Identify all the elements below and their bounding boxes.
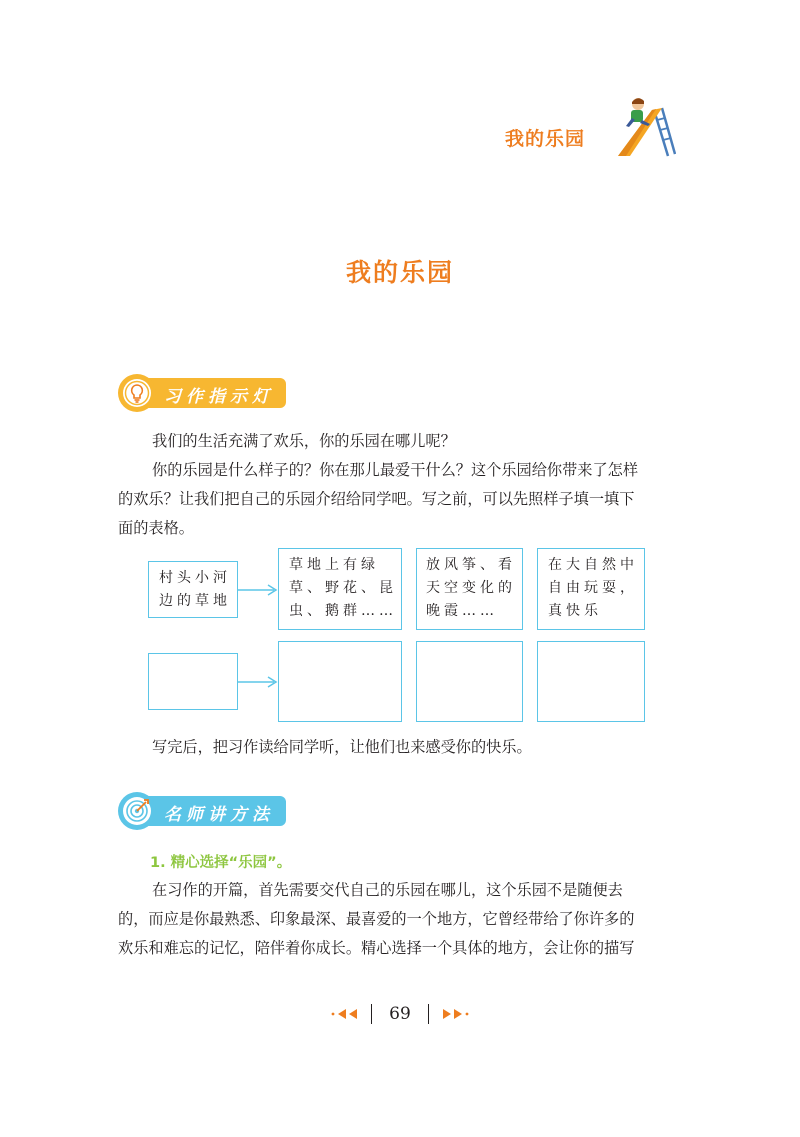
box-text-line: 真快乐 [548, 603, 602, 619]
page-number: 69 [389, 1004, 411, 1024]
box-text-line: 村头小河 [159, 570, 231, 586]
paragraph-after-writing: 写完后，把习作读给同学听，让他们也来感受你的快乐。 [152, 738, 532, 756]
header-title: 我的乐园 [505, 128, 586, 150]
box-text-line: 虫、鹅群…… [289, 603, 397, 619]
method-subhead: 1. 精心选择“乐园”。 [150, 855, 292, 871]
example-box-looks [278, 548, 402, 630]
footer-divider [428, 1004, 429, 1024]
example-box-feeling [537, 548, 645, 630]
blank-box-feeling[interactable] [537, 641, 645, 722]
page-footer [0, 1002, 800, 1026]
footer-divider [371, 1004, 372, 1024]
box-text-line: 晚霞…… [426, 603, 498, 619]
paragraph-prompt-line-2: 的欢乐？让我们把自己的乐园介绍给同学吧。写之前，可以先照样子填一填下 [118, 490, 635, 508]
section-banner-tips [118, 374, 288, 412]
box-text-line: 在大自然中 [548, 557, 638, 573]
prev-arrows-icon [330, 1008, 364, 1020]
slide-illustration [604, 96, 676, 158]
lightbulb-icon [118, 374, 156, 412]
page-title: 我的乐园 [345, 258, 454, 287]
method-text-line-3: 欢乐和难忘的记忆，陪伴着你成长。精心选择一个具体的地方，会让你的描写 [118, 939, 635, 957]
target-icon [118, 792, 156, 830]
banner-label: 名师讲方法 [164, 805, 274, 825]
example-box-place [148, 561, 238, 618]
banner-label: 习作指示灯 [164, 387, 274, 407]
example-box-activity [416, 548, 523, 630]
next-arrows-icon [436, 1008, 470, 1020]
box-text-line: 自由玩耍， [548, 580, 638, 596]
arrow-icon [238, 675, 278, 689]
method-text-line-2: 的，而应是你最熟悉、印象最深、最喜爱的一个地方，它曾经带给了你许多的 [118, 910, 635, 928]
paragraph-prompt-line-3: 面的表格。 [118, 519, 194, 537]
paragraph-intro: 我们的生活充满了欢乐，你的乐园在哪儿呢？ [152, 432, 456, 450]
arrow-icon [238, 583, 278, 597]
box-text-line: 放风筝、看 [426, 557, 516, 573]
blank-box-place[interactable] [148, 653, 238, 710]
blank-box-looks[interactable] [278, 641, 402, 722]
box-text-line: 草、野花、昆 [289, 580, 397, 596]
blank-box-activity[interactable] [416, 641, 523, 722]
section-banner-methods [118, 792, 288, 830]
box-text-line: 边的草地 [159, 593, 231, 609]
box-text-line: 天空变化的 [426, 580, 516, 596]
method-text-line-1: 在习作的开篇，首先需要交代自己的乐园在哪儿，这个乐园不是随便去 [152, 881, 623, 899]
paragraph-prompt-line-1: 你的乐园是什么样子的？你在那儿最爱干什么？这个乐园给你带来了怎样 [152, 461, 638, 479]
box-text-line: 草地上有绿 [289, 557, 379, 573]
